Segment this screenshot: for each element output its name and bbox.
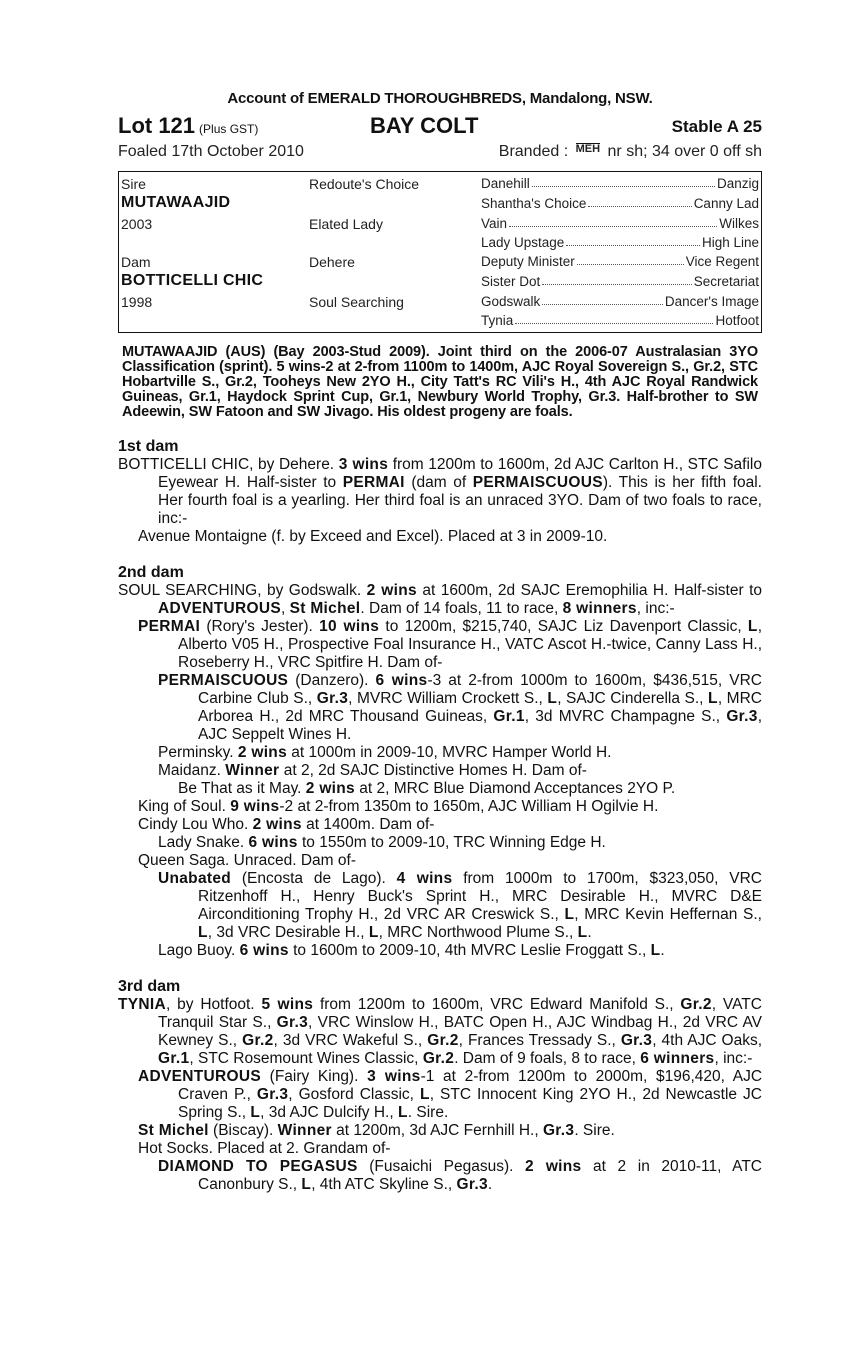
foal-row xyxy=(118,143,762,169)
progeny-adventurous: ADVENTUROUS (Fairy King). 3 wins-1 at 2-from 1200m to 2000m, $196,420, AJC Craven P., Gr.3, Gosford Classic, L, STC Innocent King 2YO H., 2d Newcastle JC Spring S., L, 3d AJC Dulcify H., L. Sire. xyxy=(138,1068,763,1121)
first-dam-entry: BOTTICELLI CHIC, by Dehere. 3 wins from 1200m to 1600m, 2d AJC Carlton H., STC Safilo Eyewear H. Half-sister to PERMAI (dam of PERMAISCUOUS). This is her fifth foal. Her fourth foal is a yearling. Her third foal is an unraced 3YO. Dam of two foals to race, inc:- xyxy=(118,456,762,527)
branded-info: Branded : MEH nr sh; 34 over 0 off sh xyxy=(498,143,762,160)
third-gen-8: Tynia Hotfoot xyxy=(481,313,759,328)
brand-mark-icon: MEH xyxy=(575,143,601,155)
lot-title: BAY COLT xyxy=(370,113,479,138)
progeny-unabated: Unabated (Encosta de Lago). 4 wins from 1000m to 1700m, $323,050, VRC Ritzenhoff H., Henry Buck's Sprint H., MRC Desirable H., MVRC D&E Airconditioning Trophy H., 2d VRC AR Creswick S., L, MRC Kevin Heffernan S., L, 3d VRC Desirable H., L, MRC Northwood Plume S., L. xyxy=(158,870,762,941)
first-dam-heading: 1st dam xyxy=(118,438,179,455)
third-gen-3: Vain Wilkes xyxy=(481,216,759,231)
third-gen-1: Danehill Danzig xyxy=(481,176,759,191)
dam-dam: Soul Searching xyxy=(309,294,404,310)
sire-dam: Elated Lady xyxy=(309,216,383,232)
foaled-date: Foaled 17th October 2010 xyxy=(118,143,304,160)
sire-year: 2003 xyxy=(121,216,153,232)
third-gen-4: Lady Upstage High Line xyxy=(481,235,759,250)
dam-year: 1998 xyxy=(121,294,153,310)
second-dam-heading: 2nd dam xyxy=(118,564,184,581)
progeny-perminsky: Perminsky. 2 wins at 1000m in 2009-10, MVRC Hamper World H. xyxy=(158,744,612,761)
first-dam-foal: Avenue Montaigne (f. by Exceed and Excel). Placed at 3 in 2009-10. xyxy=(138,528,608,545)
account-line: Account of EMERALD THOROUGHBREDS, Mandalong, NSW. xyxy=(227,90,653,107)
progeny-cindy-lou-who: Cindy Lou Who. 2 wins at 1400m. Dam of- xyxy=(138,816,435,833)
third-gen-6: Sister Dot Secretariat xyxy=(481,274,759,289)
sire-name: MUTAWAAJID xyxy=(121,194,231,211)
gst-note: (Plus GST) xyxy=(199,122,259,136)
sire-sire: Redoute's Choice xyxy=(309,176,420,192)
dam-sire: Dehere xyxy=(309,254,355,270)
catalogue-page xyxy=(118,90,762,1194)
progeny-be-that-as-it-may: Be That as it May. 2 wins at 2, MRC Blue Diamond Acceptances 2YO P. xyxy=(178,780,676,797)
lot-number: Lot 121 (Plus GST) xyxy=(118,113,259,138)
progeny-st-michel: St Michel (Biscay). Winner at 1200m, 3d AJC Fernhill H., Gr.3. Sire. xyxy=(138,1122,615,1139)
progeny-lady-snake: Lady Snake. 6 wins to 1550m to 2009-10, TRC Winning Edge H. xyxy=(158,834,606,851)
third-gen-7: Godswalk Dancer's Image xyxy=(481,294,759,309)
pedigree-table xyxy=(118,171,762,333)
progeny-permai: PERMAI (Rory's Jester). 10 wins to 1200m, $215,740, SAJC Liz Davenport Classic, L, Alberto V05 H., Prospective Foal Insurance H., VATC Ascot H.-twice, Canny Lass H., Roseberry H., VRC Spitfire H. Dam of- xyxy=(138,618,762,671)
sire-label: Sire xyxy=(121,176,146,192)
third-dam-heading: 3rd dam xyxy=(118,978,181,995)
sire-summary: MUTAWAAJID (AUS) (Bay 2003-Stud 2009). Joint third on the 2006-07 Australasian 3YO Classification (sprint). 5 wins-2 at 2-from 1100m to 1400m, AJC Royal Sovereign S., Gr.2, STC Hobartville S., Gr.2, Tooheys New 2YO H., City Tatt's RC Vili's H., 4th AJC Royal Randwick Guineas, Gr.1, Haydock Sprint Cup, Gr.1, Newbury World Trophy, Gr.3. Half-brother to SW Adeewin, SW Fatoon and SW Jivago. His oldest progeny are foals. xyxy=(122,344,758,420)
third-dam-entry: TYNIA, by Hotfoot. 5 wins from 1200m to 1600m, VRC Edward Manifold S., Gr.2, VATC Tranquil Star S., Gr.3, VRC Winslow H., BATC Open H., AJC Windbag H., 2d VRC AV Kewney S., Gr.2, 3d VRC Wakeful S., Gr.2, Frances Tressady S., Gr.3, 4th AJC Oaks, Gr.1, STC Rosemount Wines Classic, Gr.2. Dam of 9 foals, 8 to race, 6 winners, inc:- xyxy=(118,996,763,1067)
second-dam-entry: SOUL SEARCHING, by Godswalk. 2 wins at 1600m, 2d SAJC Eremophilia H. Half-sister to ADVENTUROUS, St Michel. Dam of 14 foals, 11 to race, 8 winners, inc:- xyxy=(118,582,763,617)
third-gen-2: Shantha's Choice Canny Lad xyxy=(481,196,759,211)
lot-row xyxy=(118,113,762,143)
progeny-hot-socks: Hot Socks. Placed at 2. Grandam of- xyxy=(138,1140,391,1157)
dam-name: BOTTICELLI CHIC xyxy=(121,272,264,289)
progeny-lago-buoy: Lago Buoy. 6 wins to 1600m to 2009-10, 4th MVRC Leslie Froggatt S., L. xyxy=(158,942,665,959)
progeny-king-of-soul: King of Soul. 9 wins-2 at 2-from 1350m to 1650m, AJC William H Ogilvie H. xyxy=(138,798,659,815)
dam-label: Dam xyxy=(121,254,151,270)
progeny-permaiscuous: PERMAISCUOUS (Danzero). 6 wins-3 at 2-from 1000m to 1600m, $436,515, VRC Carbine Club S., Gr.3, MVRC William Crockett S., L, SAJC Cinderella S., L, MRC Arborea H., 2d MRC Thousand Guineas, Gr.1, 3d MVRC Champagne S., Gr.3, AJC Seppelt Wines H. xyxy=(158,672,762,743)
stable-location: Stable A 25 xyxy=(671,117,762,136)
progeny-diamond-to-pegasus: DIAMOND TO PEGASUS (Fusaichi Pegasus). 2 wins at 2 in 2010-11, ATC Canonbury S., L, 4th ATC Skyline S., Gr.3. xyxy=(158,1158,762,1193)
progeny-queen-saga: Queen Saga. Unraced. Dam of- xyxy=(138,852,356,869)
third-gen-5: Deputy Minister Vice Regent xyxy=(481,254,759,269)
progeny-maidanz: Maidanz. Winner at 2, 2d SAJC Distinctive Homes H. Dam of- xyxy=(158,762,587,779)
